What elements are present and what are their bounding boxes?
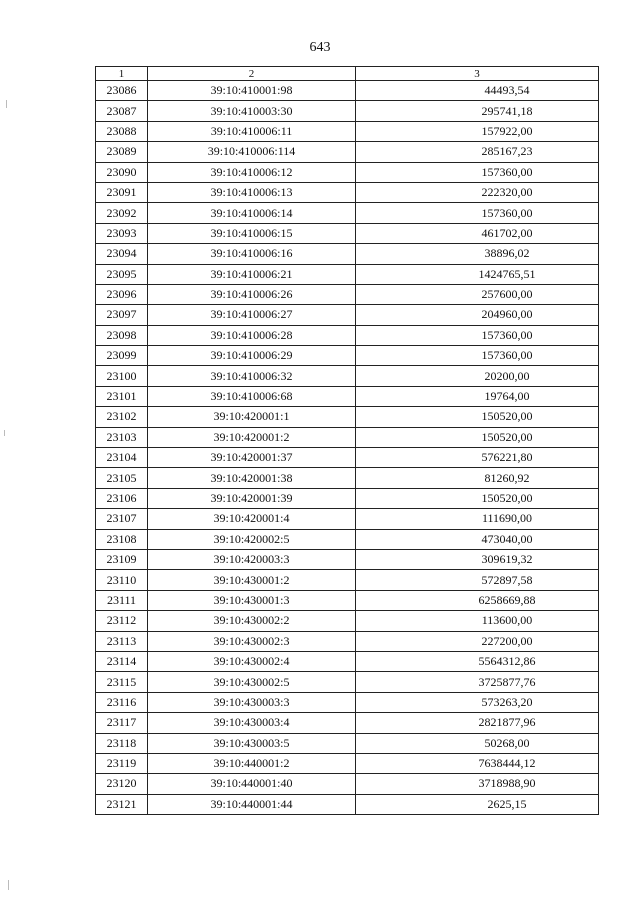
cadastral-value-cell: 44493,54 [356, 81, 599, 101]
table-row [96, 366, 599, 386]
cadastral-value-cell: 6258669,88 [356, 590, 599, 610]
cadastral-number-cell: 39:10:420002:5 [148, 529, 356, 549]
row-number-cell: 23092 [96, 203, 148, 223]
row-number-cell: 23095 [96, 264, 148, 284]
cadastral-value-cell: 3718988,90 [356, 774, 599, 794]
cadastral-number-cell: 39:10:410006:14 [148, 203, 356, 223]
row-number-cell: 23089 [96, 142, 148, 162]
table-row [96, 713, 599, 733]
table-row [96, 264, 599, 284]
cadastral-number-cell: 39:10:410006:28 [148, 325, 356, 345]
cadastral-number-cell: 39:10:410006:32 [148, 366, 356, 386]
table-row [96, 774, 599, 794]
cadastral-value-cell: 5564312,86 [356, 651, 599, 671]
cadastral-number-cell: 39:10:410006:16 [148, 244, 356, 264]
cadastral-value-cell: 2821877,96 [356, 713, 599, 733]
cadastral-value-cell: 222320,00 [356, 182, 599, 202]
cadastral-number-cell: 39:10:420001:39 [148, 488, 356, 508]
scan-mark [8, 880, 9, 890]
table-row [96, 223, 599, 243]
cadastral-value-cell: 157360,00 [356, 325, 599, 345]
row-number-cell: 23111 [96, 590, 148, 610]
cadastral-value-cell: 1424765,51 [356, 264, 599, 284]
row-number-cell: 23093 [96, 223, 148, 243]
row-number-cell: 23110 [96, 570, 148, 590]
table-row [96, 386, 599, 406]
cadastral-value-cell: 461702,00 [356, 223, 599, 243]
cadastral-value-cell: 7638444,12 [356, 753, 599, 773]
cadastral-value-cell: 204960,00 [356, 305, 599, 325]
table-row [96, 611, 599, 631]
table-header-row [96, 67, 599, 81]
row-number-cell: 23094 [96, 244, 148, 264]
table-row [96, 509, 599, 529]
cadastral-number-cell: 39:10:420001:37 [148, 448, 356, 468]
column-header: 1 [96, 67, 148, 81]
cadastral-value-cell: 572897,58 [356, 570, 599, 590]
cadastral-value-cell: 473040,00 [356, 529, 599, 549]
cadastral-number-cell: 39:10:430003:4 [148, 713, 356, 733]
cadastral-number-cell: 39:10:430003:3 [148, 692, 356, 712]
row-number-cell: 23102 [96, 407, 148, 427]
row-number-cell: 23107 [96, 509, 148, 529]
cadastral-value-cell: 157922,00 [356, 121, 599, 141]
table-row [96, 733, 599, 753]
cadastral-number-cell: 39:10:420001:1 [148, 407, 356, 427]
table-row [96, 407, 599, 427]
cadastral-number-cell: 39:10:430002:4 [148, 651, 356, 671]
table-row [96, 488, 599, 508]
cadastral-value-cell: 285167,23 [356, 142, 599, 162]
cadastral-number-cell: 39:10:440001:2 [148, 753, 356, 773]
cadastral-number-cell: 39:10:410006:13 [148, 182, 356, 202]
cadastral-value-cell: 3725877,76 [356, 672, 599, 692]
cadastral-number-cell: 39:10:420003:3 [148, 549, 356, 569]
row-number-cell: 23120 [96, 774, 148, 794]
column-header: 2 [148, 67, 356, 81]
row-number-cell: 23108 [96, 529, 148, 549]
scan-mark [6, 100, 7, 108]
cadastral-number-cell: 39:10:410006:68 [148, 386, 356, 406]
cadastral-number-cell: 39:10:410006:114 [148, 142, 356, 162]
column-header: 3 [356, 67, 599, 81]
row-number-cell: 23113 [96, 631, 148, 651]
table-row [96, 182, 599, 202]
table-row [96, 631, 599, 651]
cadastral-number-cell: 39:10:420001:2 [148, 427, 356, 447]
row-number-cell: 23118 [96, 733, 148, 753]
table-row [96, 468, 599, 488]
table-row [96, 142, 599, 162]
cadastral-value-cell: 2625,15 [356, 794, 599, 814]
cadastral-value-cell: 38896,02 [356, 244, 599, 264]
table-body [96, 81, 599, 815]
table-row [96, 101, 599, 121]
table-row [96, 203, 599, 223]
row-number-cell: 23088 [96, 121, 148, 141]
cadastral-value-cell: 257600,00 [356, 284, 599, 304]
cadastral-number-cell: 39:10:410006:26 [148, 284, 356, 304]
scan-mark [4, 430, 5, 436]
cadastral-number-cell: 39:10:410006:12 [148, 162, 356, 182]
row-number-cell: 23117 [96, 713, 148, 733]
table-row [96, 427, 599, 447]
cadastral-number-cell: 39:10:420001:4 [148, 509, 356, 529]
table-row [96, 244, 599, 264]
table-row [96, 305, 599, 325]
row-number-cell: 23097 [96, 305, 148, 325]
cadastral-number-cell: 39:10:430002:2 [148, 611, 356, 631]
row-number-cell: 23086 [96, 81, 148, 101]
table-row [96, 346, 599, 366]
row-number-cell: 23105 [96, 468, 148, 488]
cadastral-number-cell: 39:10:410006:27 [148, 305, 356, 325]
page-number: 643 [309, 40, 331, 55]
cadastral-value-cell: 309619,32 [356, 549, 599, 569]
row-number-cell: 23091 [96, 182, 148, 202]
table-row [96, 672, 599, 692]
cadastral-number-cell: 39:10:410003:30 [148, 101, 356, 121]
table-row [96, 121, 599, 141]
row-number-cell: 23103 [96, 427, 148, 447]
row-number-cell: 23104 [96, 448, 148, 468]
row-number-cell: 23098 [96, 325, 148, 345]
table-row [96, 529, 599, 549]
row-number-cell: 23115 [96, 672, 148, 692]
cadastral-number-cell: 39:10:410006:21 [148, 264, 356, 284]
table-row [96, 549, 599, 569]
row-number-cell: 23090 [96, 162, 148, 182]
cadastral-number-cell: 39:10:410001:98 [148, 81, 356, 101]
table-row [96, 570, 599, 590]
cadastral-number-cell: 39:10:440001:44 [148, 794, 356, 814]
cadastral-value-cell: 576221,80 [356, 448, 599, 468]
table-row [96, 753, 599, 773]
cadastral-number-cell: 39:10:430001:3 [148, 590, 356, 610]
table-row [96, 692, 599, 712]
cadastral-number-cell: 39:10:410006:29 [148, 346, 356, 366]
cadastral-value-cell: 150520,00 [356, 488, 599, 508]
row-number-cell: 23109 [96, 549, 148, 569]
table-row [96, 651, 599, 671]
table-row [96, 590, 599, 610]
row-number-cell: 23106 [96, 488, 148, 508]
cadastral-value-cell: 81260,92 [356, 468, 599, 488]
cadastral-value-cell: 50268,00 [356, 733, 599, 753]
row-number-cell: 23087 [96, 101, 148, 121]
table-row [96, 325, 599, 345]
cadastral-number-cell: 39:10:440001:40 [148, 774, 356, 794]
table-row [96, 794, 599, 814]
cadastral-number-cell: 39:10:410006:11 [148, 121, 356, 141]
cadastral-number-cell: 39:10:410006:15 [148, 223, 356, 243]
cadastral-number-cell: 39:10:430002:5 [148, 672, 356, 692]
table-row [96, 448, 599, 468]
row-number-cell: 23101 [96, 386, 148, 406]
cadastral-value-cell: 573263,20 [356, 692, 599, 712]
row-number-cell: 23119 [96, 753, 148, 773]
row-number-cell: 23116 [96, 692, 148, 712]
cadastral-value-cell: 227200,00 [356, 631, 599, 651]
cadastral-value-table [95, 66, 599, 815]
row-number-cell: 23099 [96, 346, 148, 366]
row-number-cell: 23100 [96, 366, 148, 386]
cadastral-value-cell: 20200,00 [356, 366, 599, 386]
cadastral-value-cell: 111690,00 [356, 509, 599, 529]
cadastral-value-cell: 295741,18 [356, 101, 599, 121]
cadastral-value-cell: 157360,00 [356, 162, 599, 182]
cadastral-value-cell: 113600,00 [356, 611, 599, 631]
cadastral-value-cell: 157360,00 [356, 203, 599, 223]
table-row [96, 81, 599, 101]
cadastral-number-cell: 39:10:430002:3 [148, 631, 356, 651]
row-number-cell: 23112 [96, 611, 148, 631]
cadastral-number-cell: 39:10:430001:2 [148, 570, 356, 590]
cadastral-value-cell: 19764,00 [356, 386, 599, 406]
table-row [96, 284, 599, 304]
cadastral-number-cell: 39:10:430003:5 [148, 733, 356, 753]
cadastral-value-cell: 150520,00 [356, 407, 599, 427]
row-number-cell: 23121 [96, 794, 148, 814]
cadastral-value-cell: 157360,00 [356, 346, 599, 366]
table-row [96, 162, 599, 182]
row-number-cell: 23096 [96, 284, 148, 304]
row-number-cell: 23114 [96, 651, 148, 671]
cadastral-value-cell: 150520,00 [356, 427, 599, 447]
cadastral-number-cell: 39:10:420001:38 [148, 468, 356, 488]
